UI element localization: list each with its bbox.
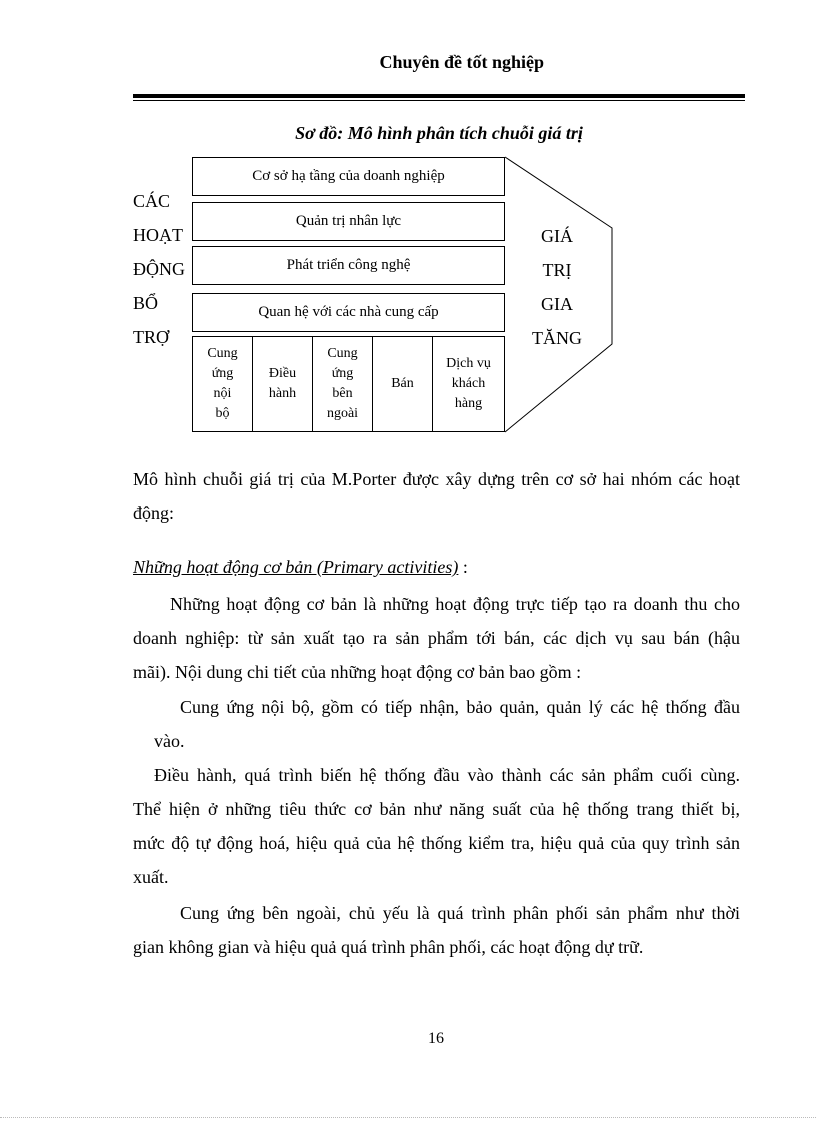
support-activity-procurement: Quan hệ với các nhà cung cấp: [192, 293, 505, 332]
paragraph-line: Những hoạt động cơ bản là những hoạt động trực tiếp tạo ra doanh thu cho: [170, 594, 740, 614]
primary-operations: Điều hành: [253, 337, 313, 431]
paragraph-line: gian không gian và hiệu quả quá trình phân phối, các hoạt động dự trữ.: [133, 937, 644, 957]
support-activity-hr: Quản trị nhân lực: [192, 202, 505, 241]
paragraph-line: mãi). Nội dung chi tiết của những hoạt động cơ bản bao gồm :: [133, 662, 582, 682]
section-heading: [133, 550, 740, 584]
paragraph-line: Thể hiện ở những tiêu thức cơ bản như năng suất của hệ thống trang thiết bị,: [133, 799, 740, 819]
support-activity-technology: Phát triển công nghệ: [192, 246, 505, 285]
support-activity-infrastructure: Cơ sở hạ tầng của doanh nghiệp: [192, 157, 505, 196]
paragraph-line: Điều hành, quá trình biến hệ thống đầu vào thành các sản phẩm cuối cùng.: [154, 765, 740, 785]
intro-line-1: Mô hình chuỗi giá trị của M.Porter được xây dựng trên cơ sở hai nhóm các hoạt: [133, 469, 740, 489]
primary-outbound-logistics: Cung ứng bên ngoài: [313, 337, 373, 431]
margin-label-word: GIÁ: [541, 226, 573, 246]
support-label-word: BỔ: [133, 293, 159, 313]
paragraph-line: vào.: [154, 731, 185, 751]
paragraph-line: Cung ứng nội bộ, gồm có tiếp nhận, bảo quản, quản lý các hệ thống đầu: [180, 697, 740, 717]
running-header: Chuyên đề tốt nghiệp: [379, 52, 544, 72]
primary-sales: Bán: [373, 337, 433, 431]
page-number: 16: [428, 1030, 444, 1047]
section-heading-text: Những hoạt động cơ bản (Primary activities): [133, 557, 459, 577]
margin-label-word: GIA: [541, 294, 573, 314]
page-bottom-edge: [0, 1117, 816, 1118]
support-label-word: CÁC: [133, 191, 171, 211]
paragraph-line: mức độ tự động hoá, hiệu quả của hệ thống kiểm tra, hiệu quả của quy trình sản: [133, 833, 740, 853]
support-label-word: ĐỘNG: [133, 259, 185, 279]
paragraph-line: Cung ứng bên ngoài, chủ yếu là quá trình phân phối sản phẩm như thời: [180, 903, 740, 923]
support-label-word: HOẠT: [133, 225, 183, 245]
support-label-word: TRỢ: [133, 327, 169, 347]
primary-inbound-logistics: Cung ứng nội bộ: [193, 337, 253, 431]
intro-line-2: động:: [133, 503, 175, 523]
margin-label-word: TRỊ: [542, 260, 572, 280]
margin-label-word: TĂNG: [532, 328, 582, 348]
section-heading-colon: :: [458, 557, 468, 577]
primary-service: Dịch vụ khách hàng: [446, 356, 491, 411]
paragraph-line: doanh nghiệp: từ sản xuất tạo ra sản phẩm tới bán, các dịch vụ sau bán (hậu: [133, 628, 740, 648]
primary-activities-row: [192, 336, 505, 432]
paragraph-line: xuất.: [133, 867, 169, 887]
diagram-title: Sơ đồ: Mô hình phân tích chuỗi giá trị: [295, 123, 583, 143]
